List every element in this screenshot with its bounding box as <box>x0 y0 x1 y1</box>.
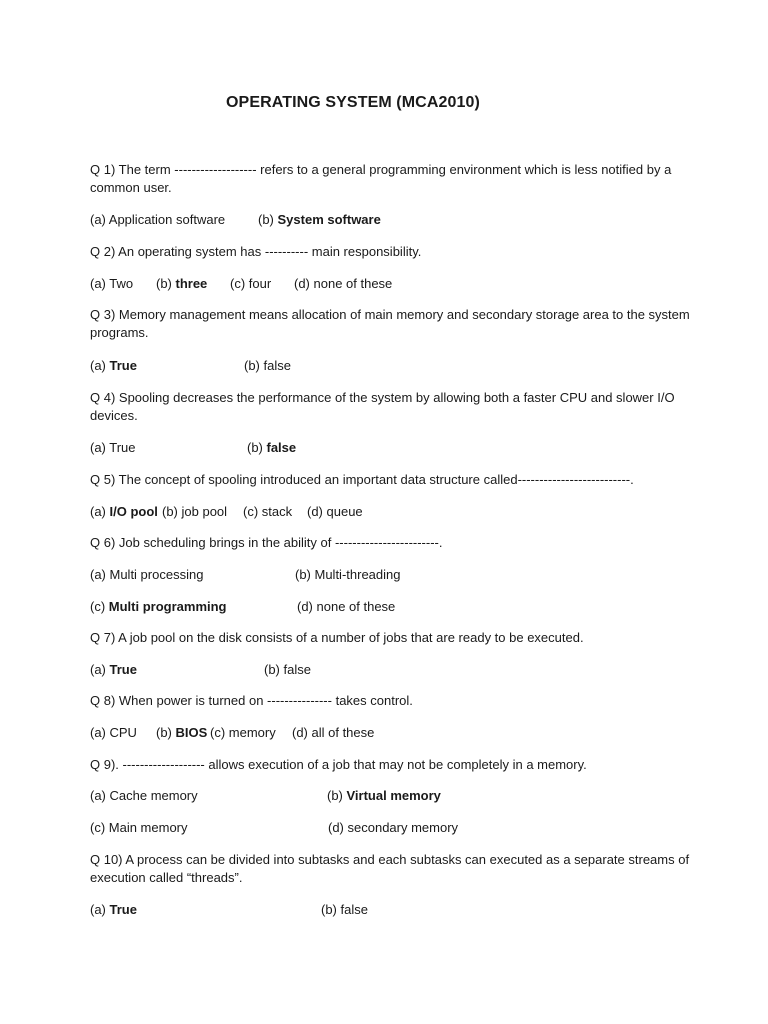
option-a: (a) Cache memory <box>90 788 198 803</box>
question-1: Q 1) The term ------------------- refers to a general programming environment which is less notified by a common user. <box>90 162 672 195</box>
option-a: (a) True <box>90 358 137 373</box>
question-7: Q 7) A job pool on the disk consists of a number of jobs that are ready to be executed. <box>90 630 584 645</box>
option-a: (a) True <box>90 902 137 917</box>
question-2: Q 2) An operating system has ---------- main responsibility. <box>90 244 422 259</box>
option-d: (d) none of these <box>294 276 393 291</box>
document-title: OPERATING SYSTEM (MCA2010) <box>226 94 480 111</box>
question-5: Q 5) The concept of spooling introduced an important data structure called--------------------------. <box>90 472 634 487</box>
option-c: (c) memory <box>210 725 276 740</box>
option-a: (a) True <box>90 662 137 677</box>
option-a: (a) CPU <box>90 725 137 740</box>
option-b: (b) false <box>264 662 311 677</box>
question-10: Q 10) A process can be divided into subtasks and each subtasks can executed as a separate streams of execution called “threads”. <box>90 852 690 885</box>
question-9: Q 9). ------------------- allows execution of a job that may not be completely in a memory. <box>90 757 587 772</box>
option-a: (a) Two <box>90 276 134 291</box>
option-b: (b) System software <box>258 212 381 227</box>
option-a: (a) I/O pool <box>90 504 158 519</box>
question-3: Q 3) Memory management means allocation of main memory and secondary storage area to the system programs. <box>90 307 690 340</box>
option-b: (b) job pool <box>162 504 228 519</box>
option-c: (c) stack <box>243 504 293 519</box>
option-c: (c) Main memory <box>90 820 188 835</box>
question-4: Q 4) Spooling decreases the performance of the system by allowing both a faster CPU and slower I/O devices. <box>90 390 675 423</box>
option-b: (b) false <box>247 440 297 455</box>
option-a: (a) Application software <box>90 212 226 227</box>
option-a: (a) Multi processing <box>90 567 204 582</box>
option-c: (c) four <box>230 276 272 291</box>
option-a: (a) True <box>90 440 136 455</box>
option-d: (d) queue <box>307 504 363 519</box>
option-b: (b) Virtual memory <box>327 788 441 803</box>
option-b: (b) three <box>156 276 208 291</box>
option-b: (b) BIOS <box>156 725 208 740</box>
option-b: (b) false <box>321 902 368 917</box>
option-b: (b) Multi-threading <box>295 567 401 582</box>
option-d: (d) secondary memory <box>328 820 459 835</box>
option-d: (d) all of these <box>292 725 375 740</box>
question-8: Q 8) When power is turned on --------------- takes control. <box>90 693 413 708</box>
option-d: (d) none of these <box>297 599 396 614</box>
option-b: (b) false <box>244 358 291 373</box>
option-c: (c) Multi programming <box>90 599 227 614</box>
question-6: Q 6) Job scheduling brings in the ability of ------------------------. <box>90 535 443 550</box>
